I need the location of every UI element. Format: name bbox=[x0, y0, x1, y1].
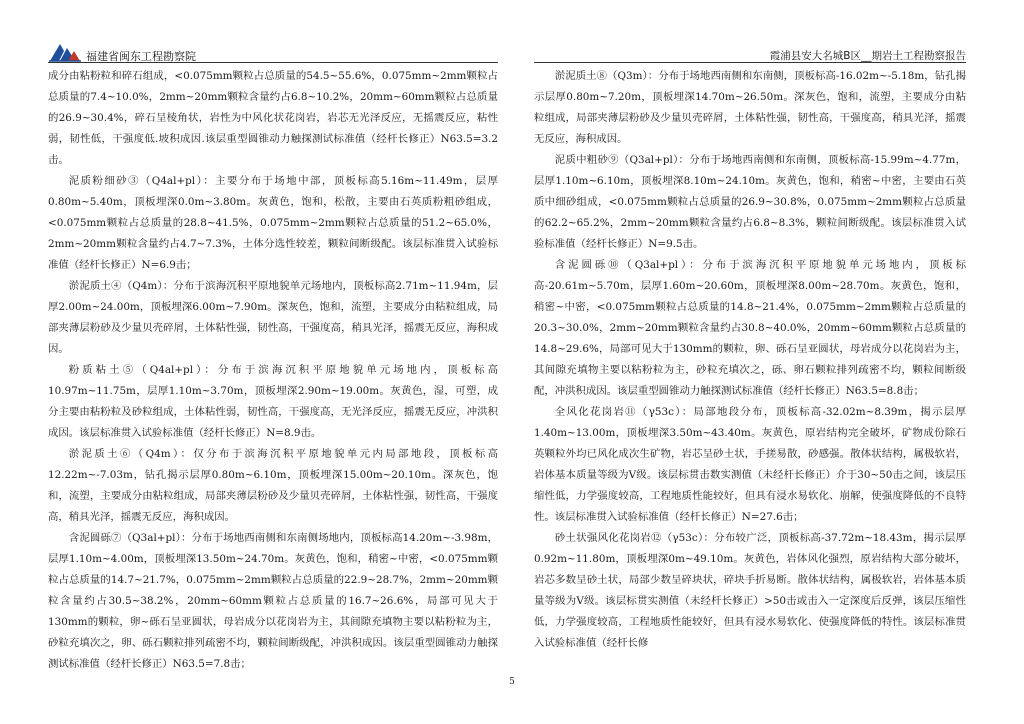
paragraph: 成分由粘粉粒和碎石组成，<0.075mm颗粒占总质量的54.5~55.6%，0.075mm~2mm颗粒占总质量的7.4~10.0%，2mm~20mm颗粒含量约占6.8~10.2%，20mm~60mm颗粒占总质量的26.9~30.4%，碎石呈棱角状，岩性为中风化状花岗岩，岩芯无光泽反应，无摇震反应，粘性弱，韧性低，干强度低.坡积成因.该层重型圆锥动力触探测试标准值（经杆长修正）N63.5=3.2击。 bbox=[48, 70, 498, 166]
right-column bbox=[534, 66, 966, 654]
header-rule-left bbox=[48, 62, 498, 63]
paragraph: 泥质中粗砂⑨（Q3al+pl）：分布于场地西南侧和东南侧，顶板标高-15.99m~4.77m，层厚1.10m~6.10m，顶板埋深8.10m~24.10m。灰黄色，饱和，稍密~中密，主要由石英质中细砂组成，<0.075mm颗粒占总质量的26.9~30.8%，0.075mm~2mm颗粒占总质量的62.2~65.2%，2mm~20mm颗粒含量约占6.8~8.3%，颗粒间断级配。该层标准贯入试验标准值（经杆长修正）N=9.5击。 bbox=[534, 154, 966, 250]
paragraph: 全风化花岗岩⑪（γ53c）：局部地段分布，顶板标高-32.02m~8.39m，揭示层厚1.40m~13.00m，顶板埋深3.50m~43.40m。灰黄色，原岩结构完全破坏，矿物成份除石英颗粒外均已风化成次生矿物，岩芯呈砂土状，手搓易散，砂感强。散体状结构，属极软岩，岩体基本质量等级为V级。该层标贯击数实测值（未经杆长修正）介于30~50击之间，该层压缩性低，力学强度较高，工程地质性能较好，但具有浸水易软化、崩解，使强度降低的不良特性。该层标准贯入试验标准值（经杆长修正）N=27.6击； bbox=[534, 406, 966, 523]
header-left bbox=[48, 40, 196, 62]
company-name: 福建省闽东工程勘察院 bbox=[86, 50, 196, 63]
page-number: 5 bbox=[509, 677, 515, 687]
paragraph: 砂土状强风化花岗岩⑫（γ53c）：分布较广泛，顶板标高-37.72m~18.43m，揭示层厚0.92m~11.80m，顶板埋深0m~49.10m。灰黄色，岩体风化强烈，原岩结构大部分破坏，岩芯多数呈砂土状，局部少数呈碎块状，碎块手折易断。散体状结构，属极软岩，岩体基本质量等级为V级。该层标贯实测值（未经杆长修正）>50击或击入一定深度后反弹，该层压缩性低，力学强度较高，工程地质性能较好，但具有浸水易软化、使强度降低的特性。该层标准贯入试验标准值（经杆长修 bbox=[534, 532, 966, 649]
paragraph: 淤泥质土⑥（Q4m）：仅分布于滨海沉积平原地貌单元内局部地段，顶板标高12.22m~-7.03m，钻孔揭示层厚0.80m~6.10m，顶板埋深15.00m~20.10m。深灰色，饱和，流塑，主要成分由粘粒组成，局部夹薄层粉砂及少量贝壳碎屑，土体粘性强，韧性高，干强度高，稍具光泽，摇震无反应，海积成因。 bbox=[48, 448, 498, 523]
left-column bbox=[48, 66, 498, 675]
paragraph: 淤泥质土④（Q4m）：分布于滨海沉积平原地貌单元场地内，顶板标高2.71m~11.94m，层厚2.00m~24.00m，顶板埋深6.00m~7.90m。深灰色，饱和，流塑，主要成分由粘粒组成，局部夹薄层粉砂及少量贝壳碎屑，土体粘性强，韧性高，干强度高，稍具光泽，摇震无反应，海积成因。 bbox=[48, 280, 498, 355]
report-title: 霞浦县安大名城B区__期岩土工程勘察报告 bbox=[769, 50, 966, 62]
header-rule-right bbox=[534, 62, 966, 63]
paragraph: 淤泥质土⑧（Q3m）：分布于场地西南侧和东南侧，顶板标高-16.02m~-5.18m，钻孔揭示层厚0.80m~7.20m，顶板埋深14.70m~26.50m。深灰色，饱和，流塑，主要成分由粘粒组成，局部夹薄层粉砂及少量贝壳碎屑，土体粘性强，韧性高，干强度高，稍具光泽，摇震无反应，海积成因。 bbox=[534, 70, 966, 145]
paragraph: 含泥圆砾⑦（Q3al+pl）：分布于场地西南侧和东南侧场地内，顶板标高14.20m~-3.98m，层厚1.10m~4.00m，顶板埋深13.50m~24.70m。灰黄色，饱和，稍密~中密，<0.075mm颗粒占总质量的14.7~21.7%，0.075mm~2mm颗粒占总质量的22.9~28.7%，2mm~20mm颗粒含量约占30.5~38.2%，20mm~60mm颗粒占总质量的16.7~26.6%，局部可见大于130mm的颗粒，卵~砾石呈亚圆状，母岩成分以花岗岩为主，其间隙充填物主要以粘粉粒为主，砂粒充填次之，卵、砾石颗粒排列疏密不均，颗粒间断级配，冲洪积成因。该层重型圆锥动力触探测试标准值（经杆长修正）N63.5=7.8击； bbox=[48, 532, 498, 670]
paragraph: 含泥圆砾⑩（Q3al+pl）：分布于滨海沉积平原地貌单元场地内，顶板标高-20.61m~5.70m，层厚1.60m~20.60m，顶板埋深8.00m~28.70m。灰黄色，饱和，稍密~中密，<0.075mm颗粒占总质量的14.8~21.4%，0.075mm~2mm颗粒占总质量的20.3~30.0%，2mm~20mm颗粒含量约占30.8~40.0%，20mm~60mm颗粒占总质量的14.8~29.6%，局部可见大于130mm的颗粒，卵、砾石呈亚圆状，母岩成分以花岗岩为主，其间隙充填物主要以粘粉粒为主，砂粒充填次之，砾、卵石颗粒排列疏密不均，颗粒间断级配，冲洪积成因。该层重型圆锥动力触探测试标准值（经杆长修正）N63.5=8.8击； bbox=[534, 259, 966, 397]
company-logo-icon bbox=[48, 40, 82, 62]
paragraph: 粉质粘土⑤（Q4al+pl）：分布于滨海沉积平原地貌单元场地内，顶板标高10.97m~11.75m，层厚1.10m~3.70m，顶板埋深2.90m~19.00m。灰黄色，湿，可塑，成分主要由粘粉粒及砂粒组成，土体粘性弱，韧性高，干强度高，无光泽反应，摇震无反应，冲洪积成因。该层标准贯入试验标准值（经杆长修正）N=8.9击。 bbox=[48, 364, 498, 439]
paragraph: 泥质粉细砂③（Q4al+pl）：主要分布于场地中部，顶板标高5.16m~11.49m，层厚0.80m~5.40m，顶板埋深0.0m~3.80m。灰黄色，饱和，松散，主要由石英质粉粗砂组成，<0.075mm颗粒占总质量的28.8~41.5%，0.075mm~2mm颗粒占总质量的51.2~65.0%，2mm~20mm颗粒含量约占4.7~7.3%，土体分选性较差，颗粒间断级配。该层标准贯入试验标准值（经杆长修正）N=6.9击； bbox=[48, 175, 498, 271]
